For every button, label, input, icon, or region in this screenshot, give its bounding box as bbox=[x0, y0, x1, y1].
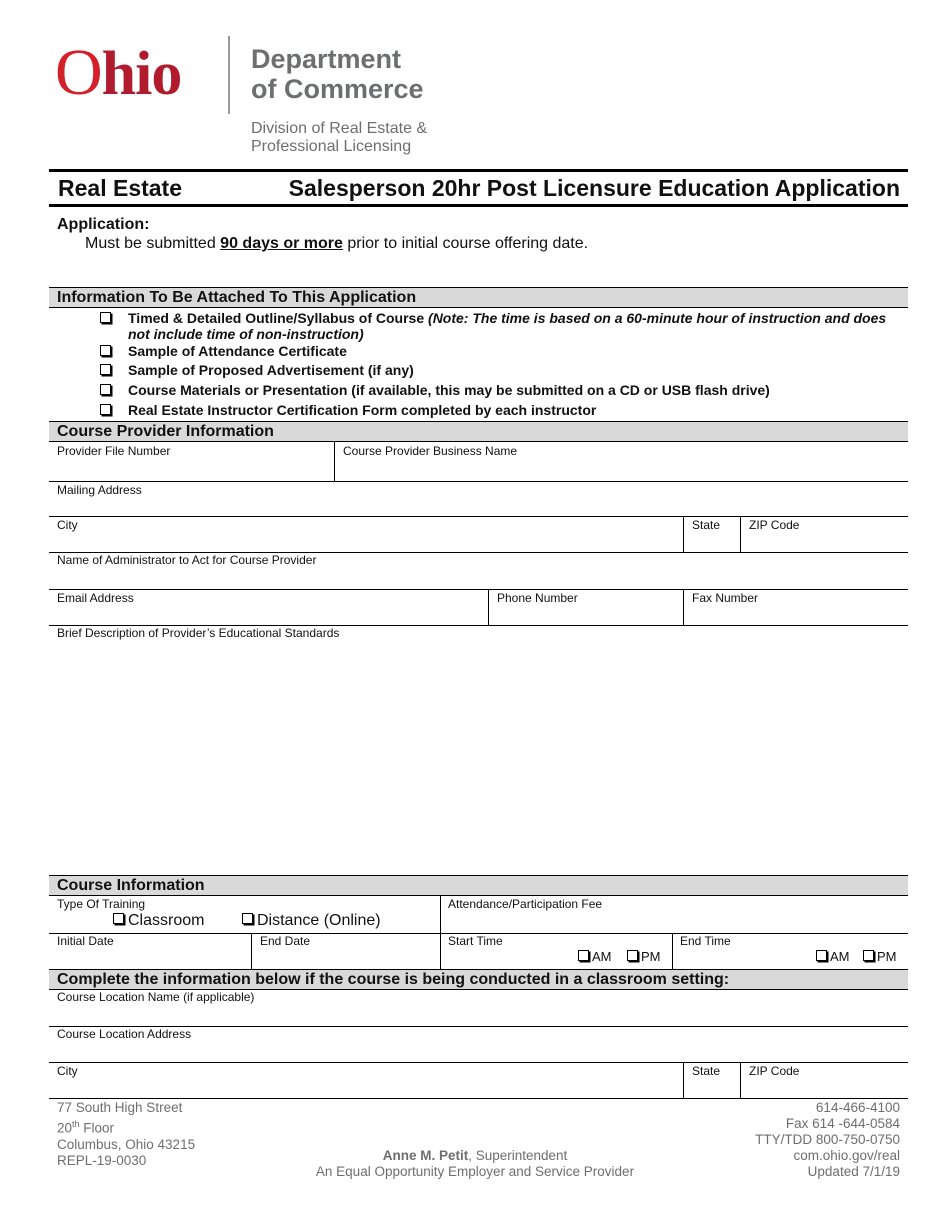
start-am-text: AM bbox=[592, 949, 612, 964]
provider-heading-text: Course Provider Information bbox=[57, 423, 274, 440]
title-left: Real Estate bbox=[58, 175, 183, 201]
checkbox-materials[interactable] bbox=[100, 384, 111, 395]
floor-word: Floor bbox=[79, 1120, 115, 1136]
attachment-certificate-text: Sample of Attendance Certificate bbox=[128, 343, 347, 359]
footer-updated: Updated 7/1/19 bbox=[807, 1164, 900, 1179]
end-time-field[interactable] bbox=[674, 934, 810, 968]
superintendent bbox=[250, 1148, 700, 1164]
attachment-item-materials bbox=[100, 382, 900, 398]
footer-street: 77 South High Street bbox=[57, 1100, 183, 1115]
phone-field[interactable] bbox=[490, 590, 682, 624]
field-divider bbox=[440, 934, 441, 969]
course-city-field[interactable] bbox=[50, 1063, 682, 1097]
fee-field[interactable] bbox=[442, 896, 906, 932]
field-divider bbox=[740, 517, 741, 552]
field-divider bbox=[740, 1063, 741, 1099]
field-divider bbox=[672, 934, 673, 969]
floor-number: 20 bbox=[57, 1120, 73, 1136]
start-am-option[interactable] bbox=[578, 949, 612, 964]
field-divider bbox=[251, 934, 252, 969]
fax-field[interactable] bbox=[685, 590, 906, 624]
attachment-item-instructor-form bbox=[100, 402, 900, 418]
field-divider bbox=[683, 517, 684, 552]
footer-address bbox=[57, 1100, 195, 1169]
instr-before: Must be submitted bbox=[85, 235, 221, 252]
start-pm-option[interactable] bbox=[627, 949, 661, 964]
email-field[interactable] bbox=[50, 590, 487, 624]
footer-website[interactable]: com.ohio.gov/real bbox=[793, 1148, 900, 1163]
end-pm-option[interactable] bbox=[863, 949, 897, 964]
division-line-2: Professional Licensing bbox=[251, 138, 412, 155]
form-id: REPL-19-0030 bbox=[57, 1152, 147, 1168]
course-city-label: City bbox=[57, 1064, 78, 1078]
administrator-field[interactable] bbox=[50, 553, 906, 588]
course-heading-text: Course Information bbox=[57, 877, 205, 894]
end-date-label: End Date bbox=[260, 934, 311, 948]
provider-file-number-field[interactable] bbox=[50, 442, 334, 480]
logo-letters: hio bbox=[101, 40, 182, 108]
equal-opportunity: An Equal Opportunity Employer and Service Provider bbox=[315, 1164, 635, 1179]
field-divider bbox=[334, 442, 335, 482]
provider-zip-field[interactable] bbox=[742, 517, 906, 551]
footer-phone: 614-466-4100 bbox=[815, 1100, 900, 1115]
department-name bbox=[251, 44, 424, 104]
field-divider bbox=[683, 590, 684, 625]
start-pm-text: PM bbox=[641, 949, 661, 964]
classroom-text: Classroom bbox=[128, 912, 205, 929]
attachment-instructor-form-text: Real Estate Instructor Certification Form completed by each instructor bbox=[128, 402, 597, 418]
course-heading bbox=[49, 875, 908, 896]
outline-note: (Note: The time is based on a 60-minute hour of instruction and does not include time of non-instruction) bbox=[128, 310, 887, 342]
initial-date-label: Initial Date bbox=[57, 934, 114, 948]
attachment-outline-text bbox=[128, 310, 898, 342]
business-name-label: Course Provider Business Name bbox=[343, 444, 518, 458]
training-type-label: Type Of Training bbox=[57, 897, 146, 911]
division-name bbox=[251, 120, 427, 156]
superintendent-title: , Superintendent bbox=[468, 1148, 568, 1163]
standards-label: Brief Description of Provider’s Educational Standards bbox=[57, 626, 340, 640]
classroom-setting-heading bbox=[49, 969, 908, 990]
mailing-address-label: Mailing Address bbox=[57, 483, 142, 497]
footer-contact bbox=[755, 1100, 900, 1180]
attachment-item-advertisement bbox=[100, 362, 900, 378]
provider-city-label: City bbox=[57, 518, 78, 532]
location-name-label: Course Location Name (if applicable) bbox=[57, 990, 255, 1004]
provider-file-number-label: Provider File Number bbox=[57, 444, 171, 458]
fax-label: Fax Number bbox=[692, 591, 759, 605]
footer-fax: Fax 614 -644-0584 bbox=[785, 1116, 900, 1131]
field-divider bbox=[488, 590, 489, 625]
classroom-option[interactable] bbox=[113, 912, 204, 930]
start-am-checkbox[interactable] bbox=[578, 950, 589, 961]
attachments-heading-text: Information To Be Attached To This Application bbox=[57, 289, 417, 306]
end-pm-checkbox[interactable] bbox=[863, 950, 874, 961]
provider-city-field[interactable] bbox=[50, 517, 682, 551]
field-line bbox=[49, 1098, 908, 1099]
initial-date-field[interactable] bbox=[50, 934, 250, 968]
classroom-setting-text: Complete the information below if the course is being conducted in a classroom setting: bbox=[57, 971, 730, 988]
instr-after: prior to initial course offering date. bbox=[342, 235, 589, 252]
checkbox-instructor-form[interactable] bbox=[100, 404, 111, 415]
logo-letter-o: O bbox=[55, 36, 102, 109]
instr-emphasis: 90 days or more bbox=[220, 235, 343, 252]
attachment-item-outline bbox=[100, 310, 900, 342]
dept-line-2: of Commerce bbox=[251, 74, 424, 104]
end-am-text: AM bbox=[830, 949, 850, 964]
checkbox-certificate[interactable] bbox=[100, 345, 111, 356]
provider-zip-label: ZIP Code bbox=[749, 518, 800, 532]
application-label: Application: bbox=[57, 216, 150, 233]
dept-line-1: Department bbox=[251, 44, 402, 74]
distance-option[interactable] bbox=[242, 912, 381, 930]
location-address-field[interactable] bbox=[50, 1027, 906, 1061]
business-name-field[interactable] bbox=[336, 442, 906, 480]
provider-state-field[interactable] bbox=[685, 517, 739, 551]
distance-checkbox[interactable] bbox=[242, 913, 253, 924]
location-address-label: Course Location Address bbox=[57, 1027, 192, 1041]
phone-label: Phone Number bbox=[497, 591, 578, 605]
attachment-materials-text: Course Materials or Presentation (if available, this may be submitted on a CD or USB flash drive) bbox=[128, 382, 770, 398]
logo-divider bbox=[228, 36, 230, 114]
field-divider bbox=[683, 1063, 684, 1099]
attachment-item-certificate bbox=[100, 343, 900, 359]
footer-city: Columbus, Ohio 43215 bbox=[57, 1136, 196, 1152]
floor-suffix: th bbox=[72, 1119, 80, 1129]
checkbox-outline[interactable] bbox=[100, 312, 111, 323]
division-line-1: Division of Real Estate & bbox=[251, 120, 428, 137]
attachment-advertisement-text: Sample of Proposed Advertisement (if any) bbox=[128, 362, 414, 378]
end-date-field[interactable] bbox=[253, 934, 439, 968]
mailing-address-field[interactable] bbox=[50, 482, 906, 515]
course-state-label: State bbox=[692, 1064, 721, 1078]
provider-heading bbox=[49, 421, 908, 442]
end-time-label: End Time bbox=[680, 934, 731, 948]
footer-center bbox=[250, 1148, 700, 1180]
ohio-logo bbox=[55, 38, 181, 109]
end-am-option[interactable] bbox=[816, 949, 850, 964]
start-time-label: Start Time bbox=[448, 934, 503, 948]
checkbox-advertisement[interactable] bbox=[100, 364, 111, 375]
course-zip-label: ZIP Code bbox=[749, 1064, 800, 1078]
email-label: Email Address bbox=[57, 591, 134, 605]
location-name-field[interactable] bbox=[50, 990, 906, 1025]
outline-main: Timed & Detailed Outline/Syllabus of Course bbox=[128, 310, 429, 326]
field-divider bbox=[440, 896, 441, 933]
start-time-field[interactable] bbox=[442, 934, 572, 968]
end-pm-text: PM bbox=[877, 949, 897, 964]
provider-state-label: State bbox=[692, 518, 721, 532]
page-title: Salesperson 20hr Post Licensure Education Application bbox=[288, 175, 900, 201]
course-state-field[interactable] bbox=[685, 1063, 739, 1097]
application-instructions bbox=[85, 235, 588, 253]
superintendent-name: Anne M. Petit bbox=[382, 1148, 469, 1163]
start-pm-checkbox[interactable] bbox=[627, 950, 638, 961]
standards-field[interactable] bbox=[50, 626, 906, 874]
distance-text: Distance (Online) bbox=[257, 912, 381, 929]
course-zip-field[interactable] bbox=[742, 1063, 906, 1097]
fee-label: Attendance/Participation Fee bbox=[448, 897, 603, 911]
end-am-checkbox[interactable] bbox=[816, 950, 827, 961]
footer-floor bbox=[57, 1116, 195, 1137]
footer-tty: TTY/TDD 800-750-0750 bbox=[755, 1132, 900, 1147]
attachments-heading bbox=[49, 287, 908, 308]
classroom-checkbox[interactable] bbox=[113, 913, 124, 924]
title-bar bbox=[49, 169, 908, 207]
administrator-label: Name of Administrator to Act for Course Provider bbox=[57, 553, 317, 567]
